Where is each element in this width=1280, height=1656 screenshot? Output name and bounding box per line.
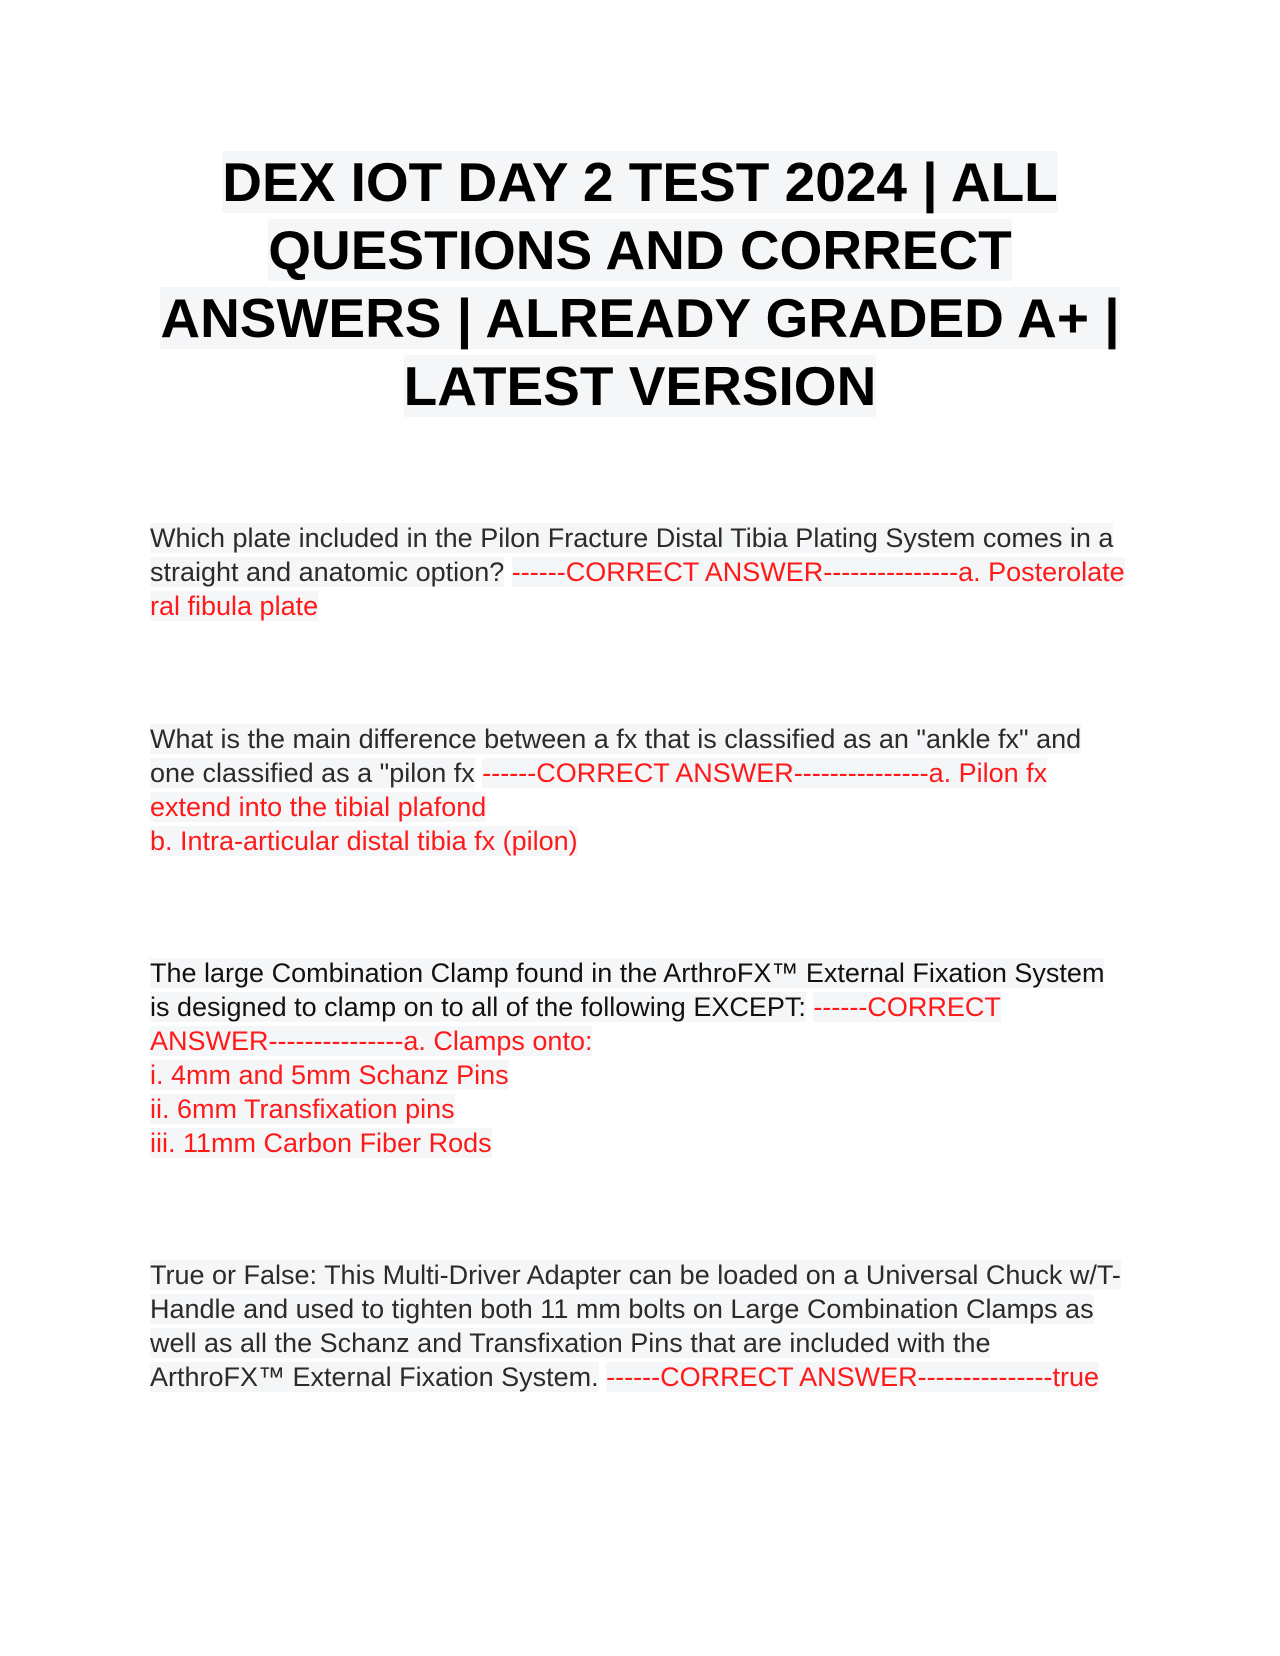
answer-text: ------CORRECT ANSWER---------------a. Pilon fx extend into the tibial plafond [150,758,1048,822]
answer-line: ii. 6mm Transfixation pins [150,1094,455,1124]
document-title [150,148,1130,420]
answer-line: iii. 11mm Carbon Fiber Rods [150,1128,492,1158]
answer-line: i. 4mm and 5mm Schanz Pins [150,1060,509,1090]
qa-block-4 [150,1258,1130,1394]
question-text: What is the main difference between a fx that is classified as an "ankle fx" and one classified as a "pilon fx [150,724,1082,788]
answer-text: ------CORRECT ANSWER---------------true [606,1362,1100,1392]
question-text: The large Combination Clamp found in the ArthroFX™ External Fixation System is designed to clamp on to all of the following EXCEPT: [150,958,1105,1022]
answer-text: ------CORRECT ANSWER---------------a. Clamps onto: [150,992,1001,1056]
document-title-text: DEX IOT DAY 2 TEST 2024 | ALL QUESTIONS AND CORRECT ANSWERS | ALREADY GRADED A+ | LATEST VERSION [160,151,1120,417]
qa-block-1 [150,521,1130,623]
qa-block-3 [150,956,1130,1160]
answer-line: b. Intra-articular distal tibia fx (pilon) [150,826,578,856]
answer-text: ------CORRECT ANSWER---------------a. Posterolateral fibula plate [150,557,1125,621]
qa-block-2 [150,722,1130,858]
question-text: True or False: This Multi-Driver Adapter can be loaded on a Universal Chuck w/T-Handle and used to tighten both 11 mm bolts on Large Combination Clamps as well as all the Schanz and Transfixation Pins that are included with the ArthroFX™ External Fixation System. [150,1260,1121,1392]
question-text: Which plate included in the Pilon Fracture Distal Tibia Plating System comes in a straight and anatomic option? [150,523,1114,587]
